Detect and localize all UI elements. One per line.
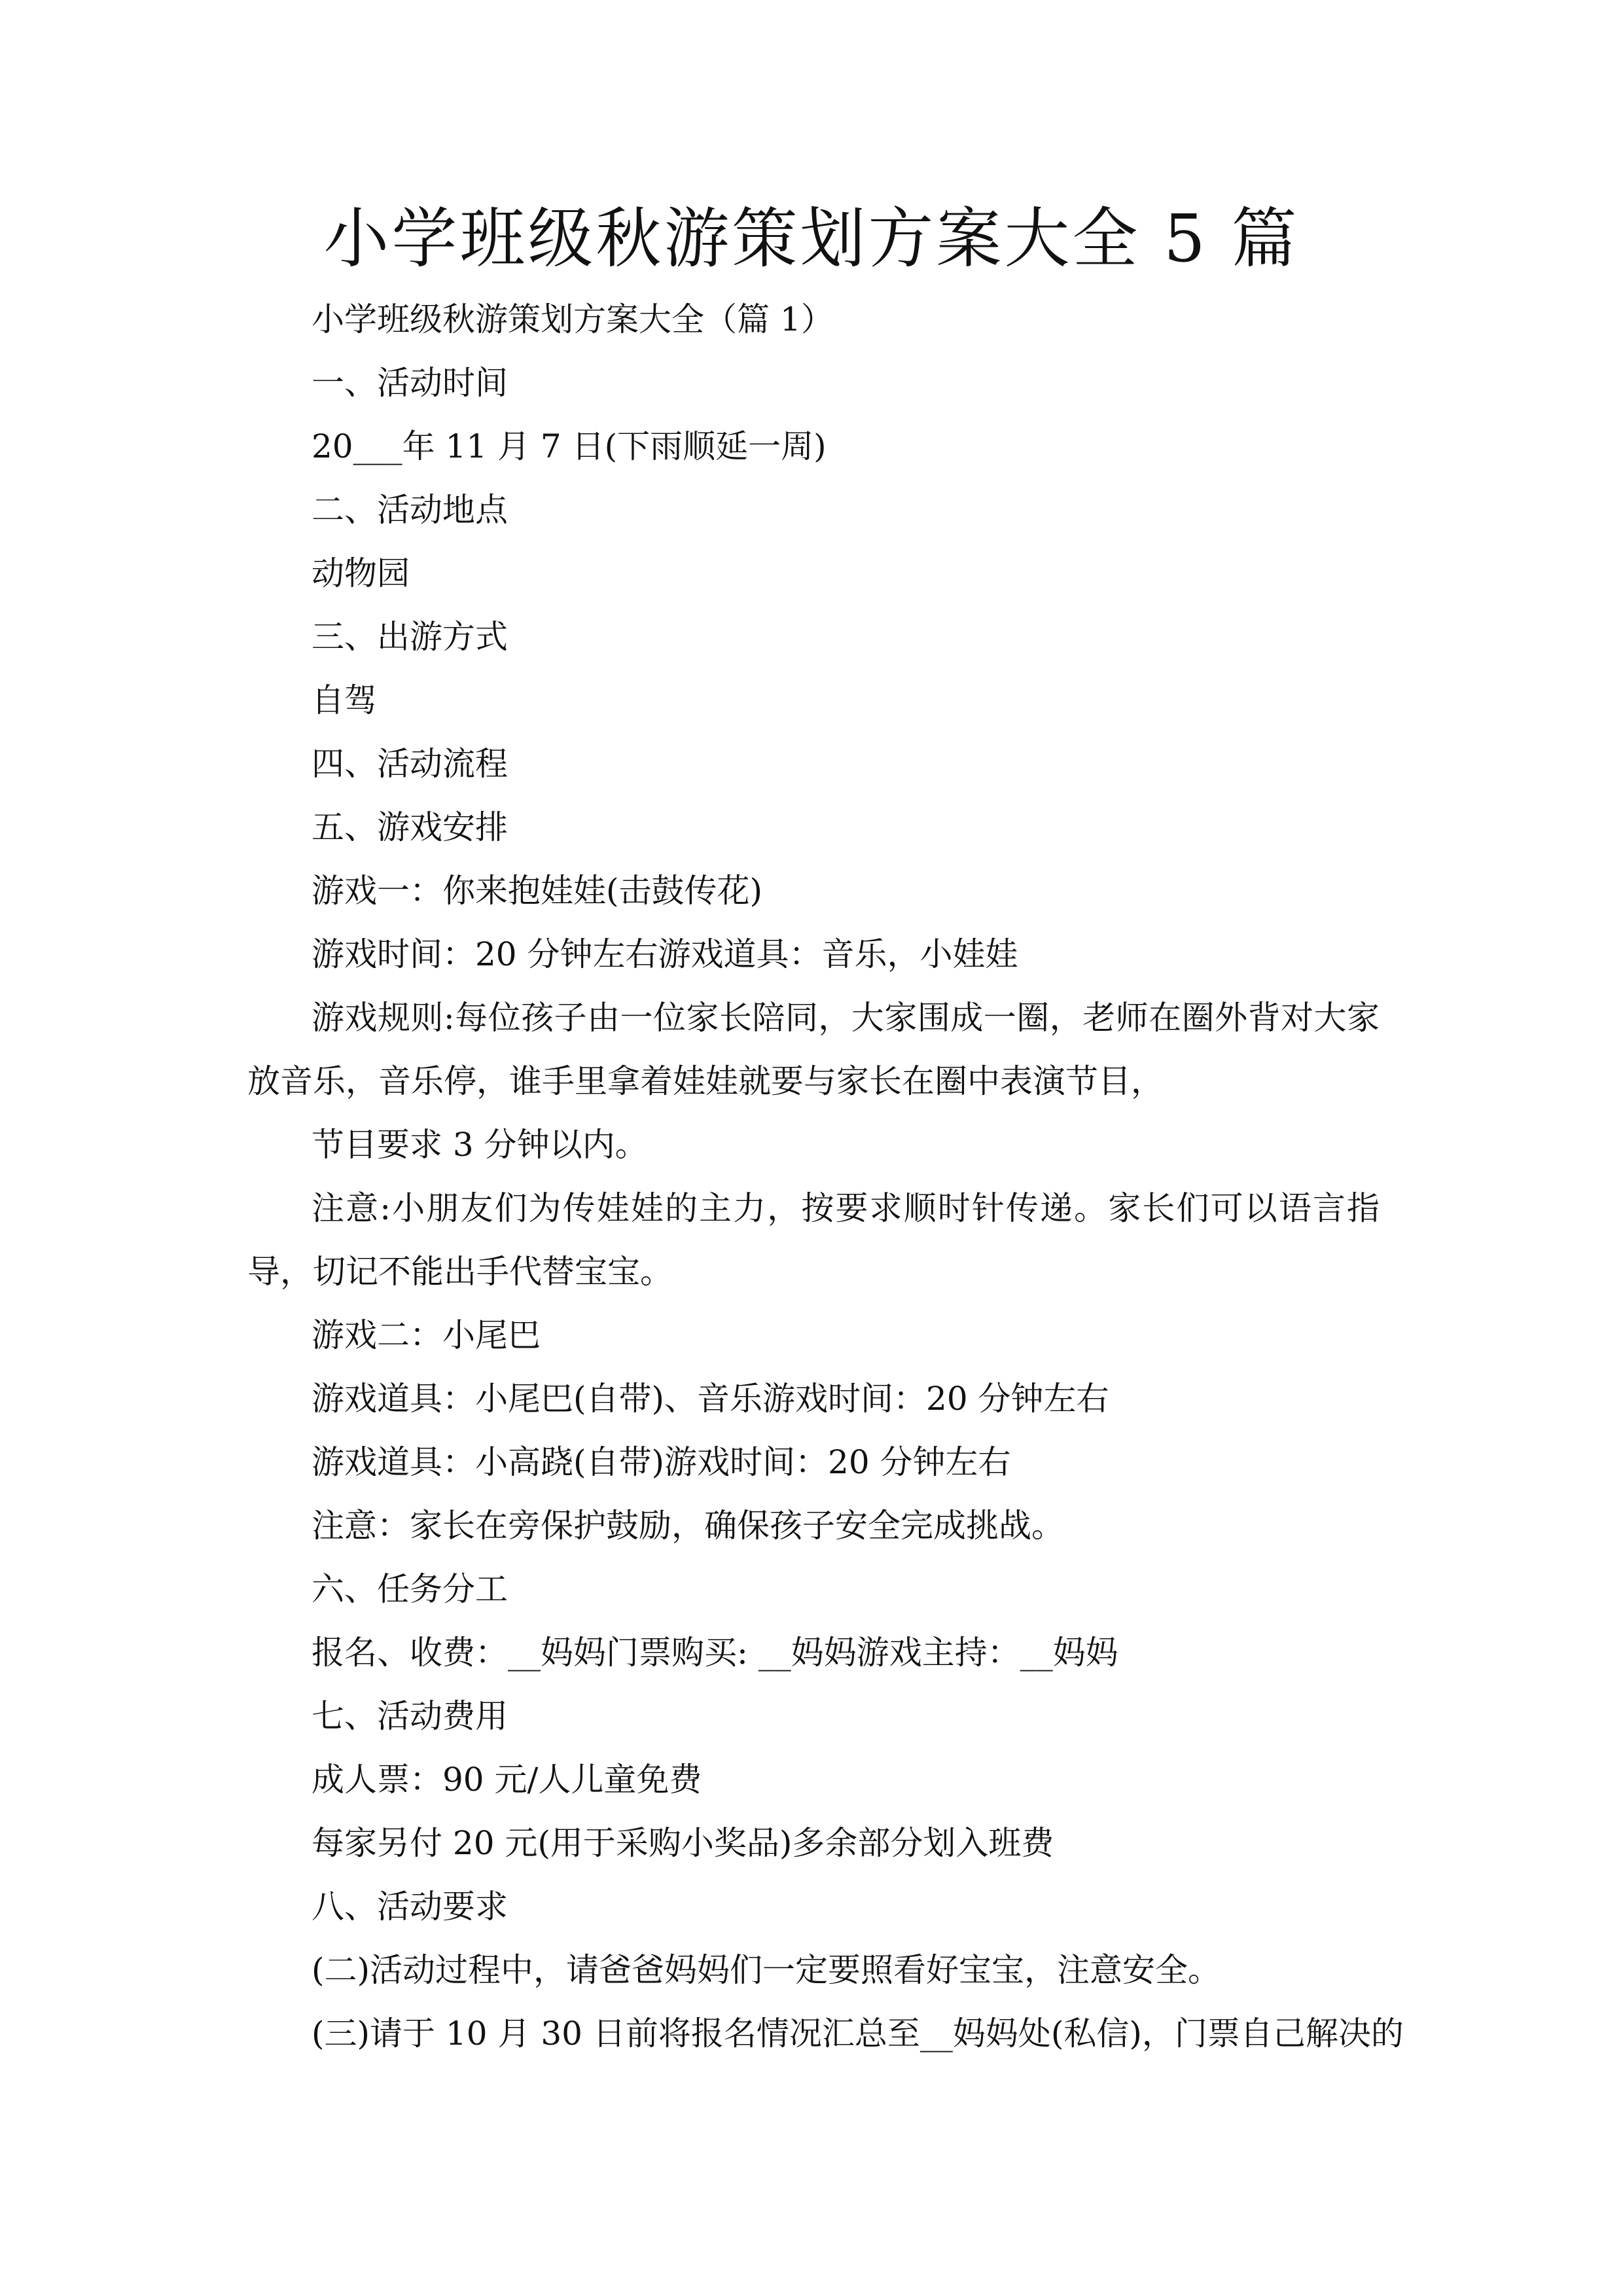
heading-task-division: 六、任务分工 xyxy=(312,1570,508,1608)
text-activity-date: 20___年 11 月 7 日(下雨顺延一周) xyxy=(312,427,827,465)
text-travel-mode: 自驾 xyxy=(312,681,377,719)
text-extra-fee: 每家另付 20 元(用于采购小奖品)多余部分划入班费 xyxy=(312,1824,1054,1862)
heading-activity-location: 二、活动地点 xyxy=(312,491,508,529)
text-location: 动物园 xyxy=(312,554,410,592)
heading-activity-requirements: 八、活动要求 xyxy=(312,1888,508,1926)
text-game-stilts-props: 游戏道具：小高跷(自带)游戏时间：20 分钟左右 xyxy=(312,1443,1011,1481)
text-game-two: 游戏二：小尾巴 xyxy=(312,1316,541,1354)
text-performance-requirement: 节目要求 3 分钟以内。 xyxy=(312,1126,648,1164)
text-game-two-props: 游戏道具：小尾巴(自带)、音乐游戏时间：20 分钟左右 xyxy=(312,1380,1109,1418)
text-game-one-time-props: 游戏时间：20 分钟左右游戏道具：音乐，小娃娃 xyxy=(312,935,1018,973)
text-game-one-rules: 游戏规则:每位孩子由一位家长陪同，大家围成一圈，老师在圈外背对大家放音乐，音乐停，谁手里拿着娃娃就要与家长在圈中表演节目， xyxy=(247,999,1380,1100)
section-heading-part1: 小学班级秋游策划方案大全（篇 1） xyxy=(312,300,834,338)
text-game-one: 游戏一：你来抱娃娃(击鼓传花) xyxy=(312,872,763,910)
document-body xyxy=(247,288,1404,2066)
heading-activity-cost: 七、活动费用 xyxy=(312,1697,508,1735)
heading-game-arrangement: 五、游戏安排 xyxy=(312,808,508,846)
document-title: 小学班级秋游策划方案大全 5 篇 xyxy=(323,200,1300,277)
text-requirement-two: (二)活动过程中，请爸爸妈妈们一定要照看好宝宝，注意安全。 xyxy=(312,1951,1221,1989)
text-ticket-price: 成人票：90 元/人儿童免费 xyxy=(312,1761,702,1799)
text-game-one-note: 注意:小朋友们为传娃娃的主力，按要求顺时针传递。家长们可以语言指导，切记不能出手代替宝宝。 xyxy=(247,1189,1380,1291)
text-safety-note: 注意：家长在旁保护鼓励，确保孩子安全完成挑战。 xyxy=(312,1507,1064,1545)
heading-travel-mode: 三、出游方式 xyxy=(312,618,508,656)
heading-activity-time: 一、活动时间 xyxy=(312,364,508,402)
text-requirement-three: (三)请于 10 月 30 日前将报名情况汇总至__妈妈处(私信)，门票自己解决的 xyxy=(312,2015,1404,2053)
heading-activity-flow: 四、活动流程 xyxy=(312,745,508,783)
text-task-division: 报名、收费：__妈妈门票购买: __妈妈游戏主持：__妈妈 xyxy=(312,1634,1118,1672)
